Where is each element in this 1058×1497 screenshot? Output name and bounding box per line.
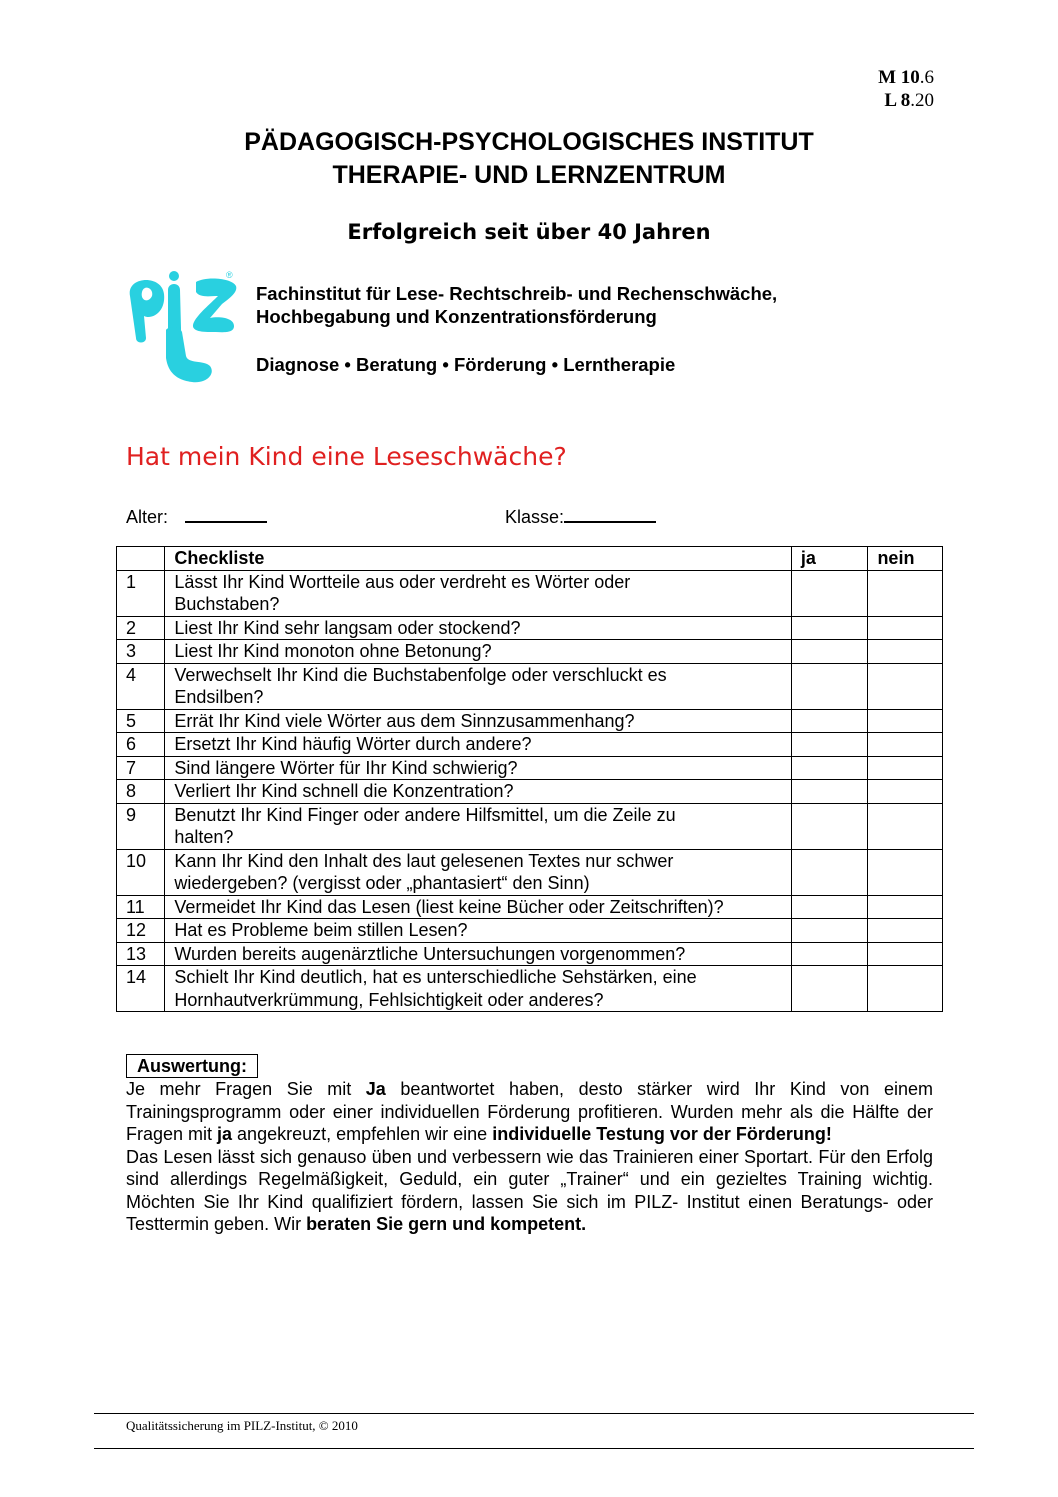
yes-checkbox-cell[interactable]: [791, 570, 868, 616]
row-number: 4: [117, 663, 165, 709]
checklist-row: [117, 803, 943, 849]
no-checkbox-cell[interactable]: [868, 570, 943, 616]
evaluation-paragraph-1: [126, 1078, 933, 1146]
header-num: [117, 547, 165, 571]
row-number: 6: [117, 733, 165, 757]
checklist-row: [117, 616, 943, 640]
checklist-row: [117, 895, 943, 919]
row-number: 12: [117, 919, 165, 943]
row-question: [165, 849, 792, 895]
yes-checkbox-cell[interactable]: [791, 709, 868, 733]
question-line-1: Vermeidet Ihr Kind das Lesen (liest keine Bücher oder Zeitschriften)?: [174, 896, 724, 917]
yes-checkbox-cell[interactable]: [791, 942, 868, 966]
question-line-1: Sind längere Wörter für Ihr Kind schwierig?: [174, 757, 518, 778]
institute-line1: PÄDAGOGISCH-PSYCHOLOGISCHES INSTITUT: [244, 128, 814, 156]
row-question: [165, 640, 792, 664]
footer-bottom-rule: [94, 1448, 974, 1449]
question-line-1: Verwechselt Ihr Kind die Buchstabenfolge oder verschluckt es: [174, 664, 667, 685]
no-checkbox-cell[interactable]: [868, 616, 943, 640]
services-line: Diagnose • Beratung • Förderung • Lerntherapie: [256, 354, 676, 375]
no-checkbox-cell[interactable]: [868, 780, 943, 804]
yes-checkbox-cell[interactable]: [791, 780, 868, 804]
question-line-1: Hat es Probleme beim stillen Lesen?: [174, 920, 468, 940]
footer-top-rule: [94, 1413, 974, 1414]
slogan: Erfolgreich seit über 40 Jahren: [347, 220, 711, 244]
question-line-1: Ersetzt Ihr Kind häufig Wörter durch andere?: [174, 734, 532, 754]
checklist-row: [117, 942, 943, 966]
checklist-row: [117, 733, 943, 757]
yes-checkbox-cell[interactable]: [791, 616, 868, 640]
question-line-1: Liest Ihr Kind monoton ohne Betonung?: [174, 641, 492, 661]
age-input-line[interactable]: [185, 503, 267, 523]
document-code: [878, 66, 934, 112]
no-checkbox-cell[interactable]: [868, 966, 943, 1012]
class-input-line[interactable]: [564, 503, 656, 523]
specialization-line1: Fachinstitut für Lese- Rechtschreib- und Rechenschwäche,: [256, 283, 778, 304]
question-line-2: wiedergeben? (vergisst oder „phantasiert“ den Sinn): [174, 873, 590, 893]
yes-checkbox-cell[interactable]: [791, 895, 868, 919]
checklist-header-row: [117, 547, 943, 571]
no-checkbox-cell[interactable]: [868, 640, 943, 664]
row-question: [165, 733, 792, 757]
row-question: [165, 780, 792, 804]
checklist-row: [117, 570, 943, 616]
row-number: 5: [117, 709, 165, 733]
yes-checkbox-cell[interactable]: [791, 756, 868, 780]
eval-bold: individuelle Testung vor der Förderung!: [492, 1124, 832, 1144]
age-field: [126, 503, 267, 528]
eval-bold: Ja: [365, 1079, 386, 1099]
row-number: 10: [117, 849, 165, 895]
row-number: 1: [117, 570, 165, 616]
question-line-1: Benutzt Ihr Kind Finger oder andere Hilfsmittel, um die Zeile zu: [174, 804, 676, 825]
eval-bold: beraten Sie gern und kompetent.: [306, 1214, 587, 1234]
specialization-line2: Hochbegabung und Konzentrationsförderung: [256, 306, 657, 327]
row-question: [165, 895, 792, 919]
checklist-row: [117, 709, 943, 733]
row-number: 14: [117, 966, 165, 1012]
eval-text: Je mehr Fragen Sie mit: [126, 1079, 366, 1099]
question-line-1: Wurden bereits augenärztliche Untersuchungen vorgenommen?: [174, 943, 686, 964]
pilz-logo: [126, 268, 241, 386]
age-label: Alter:: [126, 507, 169, 527]
checklist-row: [117, 780, 943, 804]
row-question: [165, 616, 792, 640]
eval-text: angekreuzt, empfehlen wir eine: [232, 1124, 493, 1144]
checklist-row: [117, 919, 943, 943]
question-line-1: Schielt Ihr Kind deutlich, hat es unterschiedliche Sehstärken, eine: [174, 967, 697, 987]
question-line-2: Hornhautverkrümmung, Fehlsichtigkeit oder anderes?: [174, 989, 604, 1010]
no-checkbox-cell[interactable]: [868, 919, 943, 943]
row-question: [165, 942, 792, 966]
registered-mark: ®: [226, 270, 233, 280]
checklist-row: [117, 663, 943, 709]
question-line-1: Verliert Ihr Kind schnell die Konzentration?: [174, 781, 514, 801]
question-line-2: Buchstaben?: [174, 594, 280, 614]
row-question: [165, 756, 792, 780]
eval-text: beantwortet haben, desto stärker wird Ihr Kind von einem Trainingsprogramm oder einer individuellen Förderung profitieren. Wurden mehr als die Hälfte der Fragen mit: [126, 1079, 933, 1144]
no-checkbox-cell[interactable]: [868, 709, 943, 733]
eval-text: Das Lesen lässt sich genauso üben und verbessern wie das Trainieren einer Sportart. Für den Erfolg sind allerdings Regelmäßigkeit, Geduld, ein guter „Trainer“ und ein gezieltes Training wichtig. Möchten Sie Ihr Kind qualifiziert fördern, lassen Sie sich im PILZ- Institut einen Beratungs- oder Testtermin geben. Wir: [126, 1146, 933, 1234]
row-question: [165, 663, 792, 709]
question-line-1: Errät Ihr Kind viele Wörter aus dem Sinnzusammenhang?: [174, 710, 635, 731]
row-number: 8: [117, 780, 165, 804]
header-no: nein: [868, 547, 943, 571]
row-number: 7: [117, 756, 165, 780]
row-number: 13: [117, 942, 165, 966]
evaluation-paragraph-2: [126, 1146, 933, 1236]
specialization: [256, 282, 777, 328]
yes-checkbox-cell[interactable]: [791, 733, 868, 757]
row-question: [165, 570, 792, 616]
code-line1-prefix: M 10: [878, 67, 920, 88]
row-question: [165, 919, 792, 943]
yes-checkbox-cell[interactable]: [791, 803, 868, 849]
checklist-row: [117, 966, 943, 1012]
eval-bold: ja: [217, 1124, 233, 1144]
header-yes: ja: [791, 547, 868, 571]
row-question: [165, 966, 792, 1012]
checklist-row: [117, 756, 943, 780]
row-number: 2: [117, 616, 165, 640]
code-line1-suffix: .6: [919, 67, 934, 88]
header-question: Checkliste: [165, 547, 792, 571]
checklist-row: [117, 849, 943, 895]
row-number: 9: [117, 803, 165, 849]
question-line-2: halten?: [174, 827, 234, 847]
institute-title: [0, 126, 1058, 192]
row-question: [165, 803, 792, 849]
row-number: 3: [117, 640, 165, 664]
checklist-row: [117, 640, 943, 664]
class-field: [505, 503, 656, 528]
no-checkbox-cell[interactable]: [868, 756, 943, 780]
question-line-1: Liest Ihr Kind sehr langsam oder stockend?: [174, 617, 521, 638]
code-line2-prefix: L 8: [884, 90, 911, 111]
yes-checkbox-cell[interactable]: [791, 849, 868, 895]
page-title: Hat mein Kind eine Leseschwäche?: [126, 442, 567, 471]
row-question: [165, 709, 792, 733]
no-checkbox-cell[interactable]: [868, 663, 943, 709]
institute-line2: THERAPIE- UND LERNZENTRUM: [332, 161, 726, 189]
question-line-1: Lässt Ihr Kind Wortteile aus oder verdreht es Wörter oder: [174, 571, 631, 592]
no-checkbox-cell[interactable]: [868, 849, 943, 895]
no-checkbox-cell[interactable]: [868, 733, 943, 757]
evaluation-label: Auswertung:: [126, 1054, 258, 1078]
yes-checkbox-cell[interactable]: [791, 640, 868, 664]
footer-text: Qualitätssicherung im PILZ-Institut, © 2010: [126, 1418, 358, 1433]
no-checkbox-cell[interactable]: [868, 803, 943, 849]
checklist-table: [116, 546, 943, 1012]
code-line2-suffix: .20: [910, 90, 934, 111]
yes-checkbox-cell[interactable]: [791, 919, 868, 943]
question-line-1: Kann Ihr Kind den Inhalt des laut gelesenen Textes nur schwer: [174, 850, 674, 871]
class-label: Klasse:: [505, 507, 565, 527]
yes-checkbox-cell[interactable]: [791, 966, 868, 1012]
row-number: 11: [117, 895, 165, 919]
yes-checkbox-cell[interactable]: [791, 663, 868, 709]
question-line-2: Endsilben?: [174, 687, 264, 707]
no-checkbox-cell[interactable]: [868, 895, 943, 919]
evaluation-section: [126, 1054, 933, 1236]
no-checkbox-cell[interactable]: [868, 942, 943, 966]
